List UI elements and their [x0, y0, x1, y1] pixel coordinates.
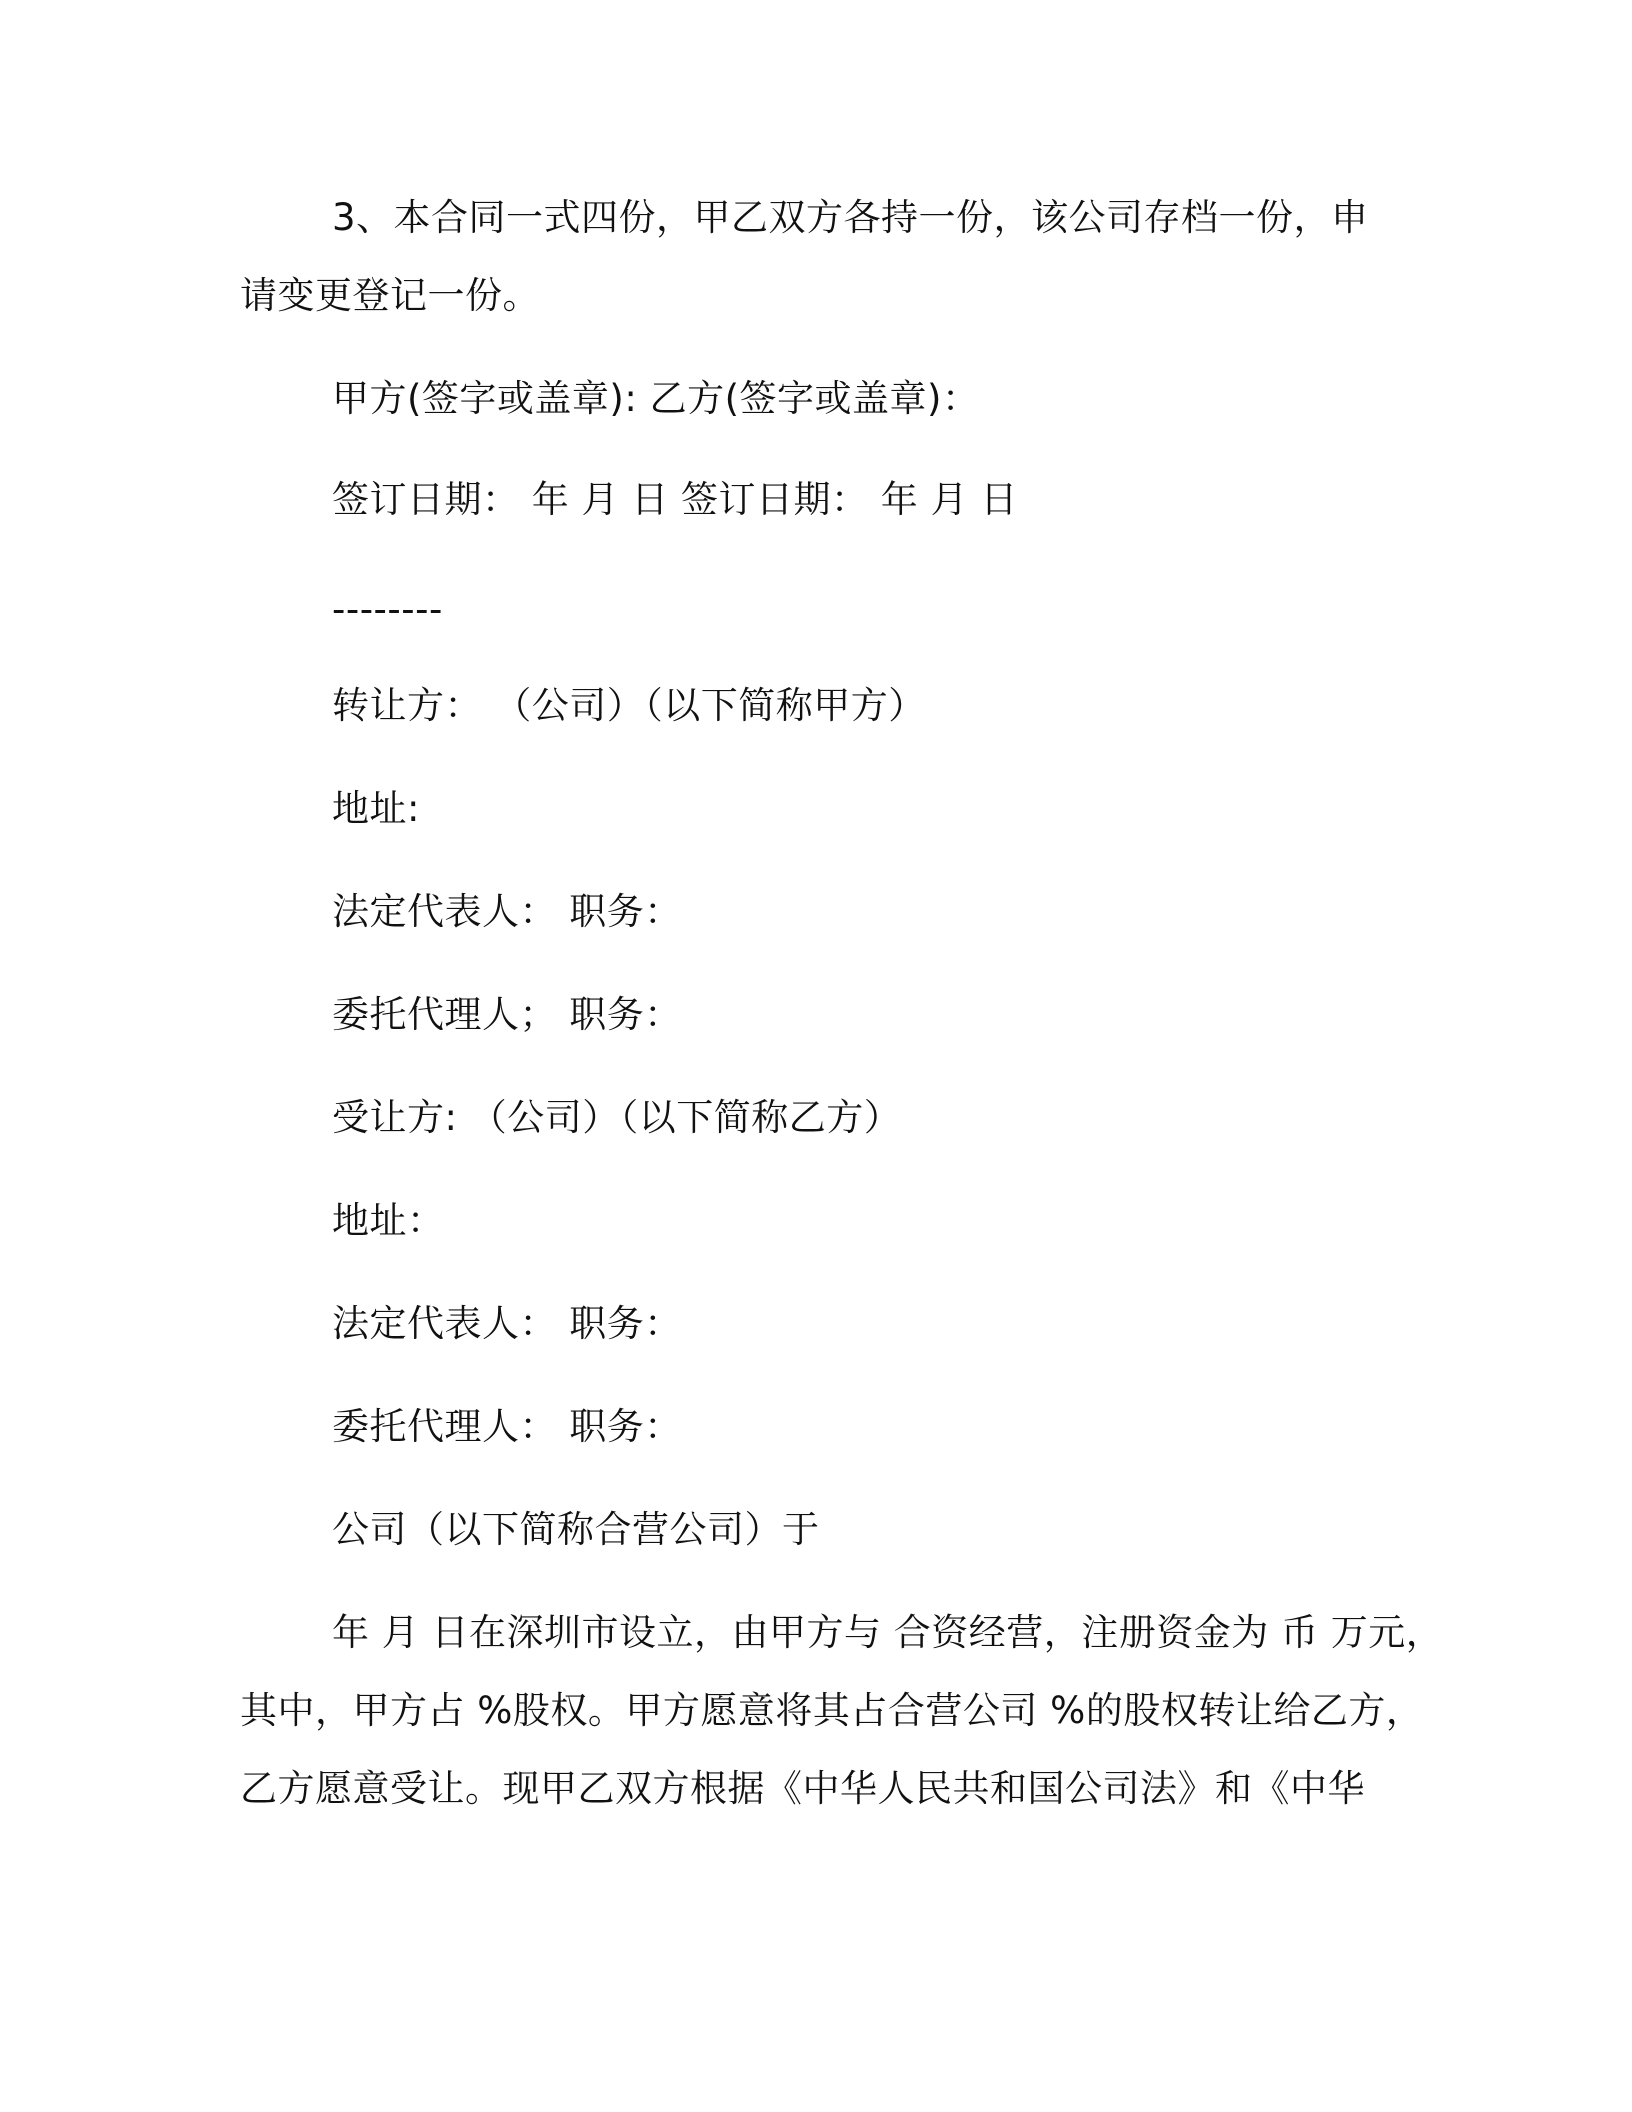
transferee-address: 地址： — [332, 1199, 445, 1242]
transferor-agent: 委托代理人； 职务： — [332, 993, 682, 1036]
signing-date-line: 签订日期： 年 月 日 签订日期： 年 月 日 — [332, 478, 1018, 521]
signature-line: 甲方(签字或盖章): 乙方(签字或盖章)： — [332, 377, 980, 420]
joint-venture-line: 公司（以下简称合营公司）于 — [332, 1508, 820, 1551]
clause-3-line-1: 3、本合同一式四份，甲乙双方各持一份，该公司存档一份，申 — [332, 196, 1369, 239]
body-paragraph-line-2: 其中，甲方占 %股权。甲方愿意将其占合营公司 %的股权转让给乙方， — [240, 1689, 1424, 1732]
transferee-legal-representative: 法定代表人： 职务： — [332, 1302, 682, 1345]
transferor-legal-representative: 法定代表人： 职务： — [332, 890, 682, 933]
transferee-agent: 委托代理人： 职务： — [332, 1405, 682, 1448]
body-paragraph-line-3: 乙方愿意受让。现甲乙双方根据《中华人民共和国公司法》和《中华 — [240, 1767, 1365, 1810]
body-paragraph-line-1: 年 月 日在深圳市设立，由甲方与 合资经营，注册资金为 币 万元， — [332, 1611, 1444, 1654]
transferor-line: 转让方： （公司）（以下简称甲方） — [332, 684, 926, 727]
clause-3-line-2: 请变更登记一份。 — [240, 274, 540, 317]
section-divider: -------- — [332, 588, 443, 631]
transferee-line: 受让方: （公司）（以下简称乙方） — [332, 1096, 902, 1139]
transferor-address: 地址: — [332, 787, 420, 830]
